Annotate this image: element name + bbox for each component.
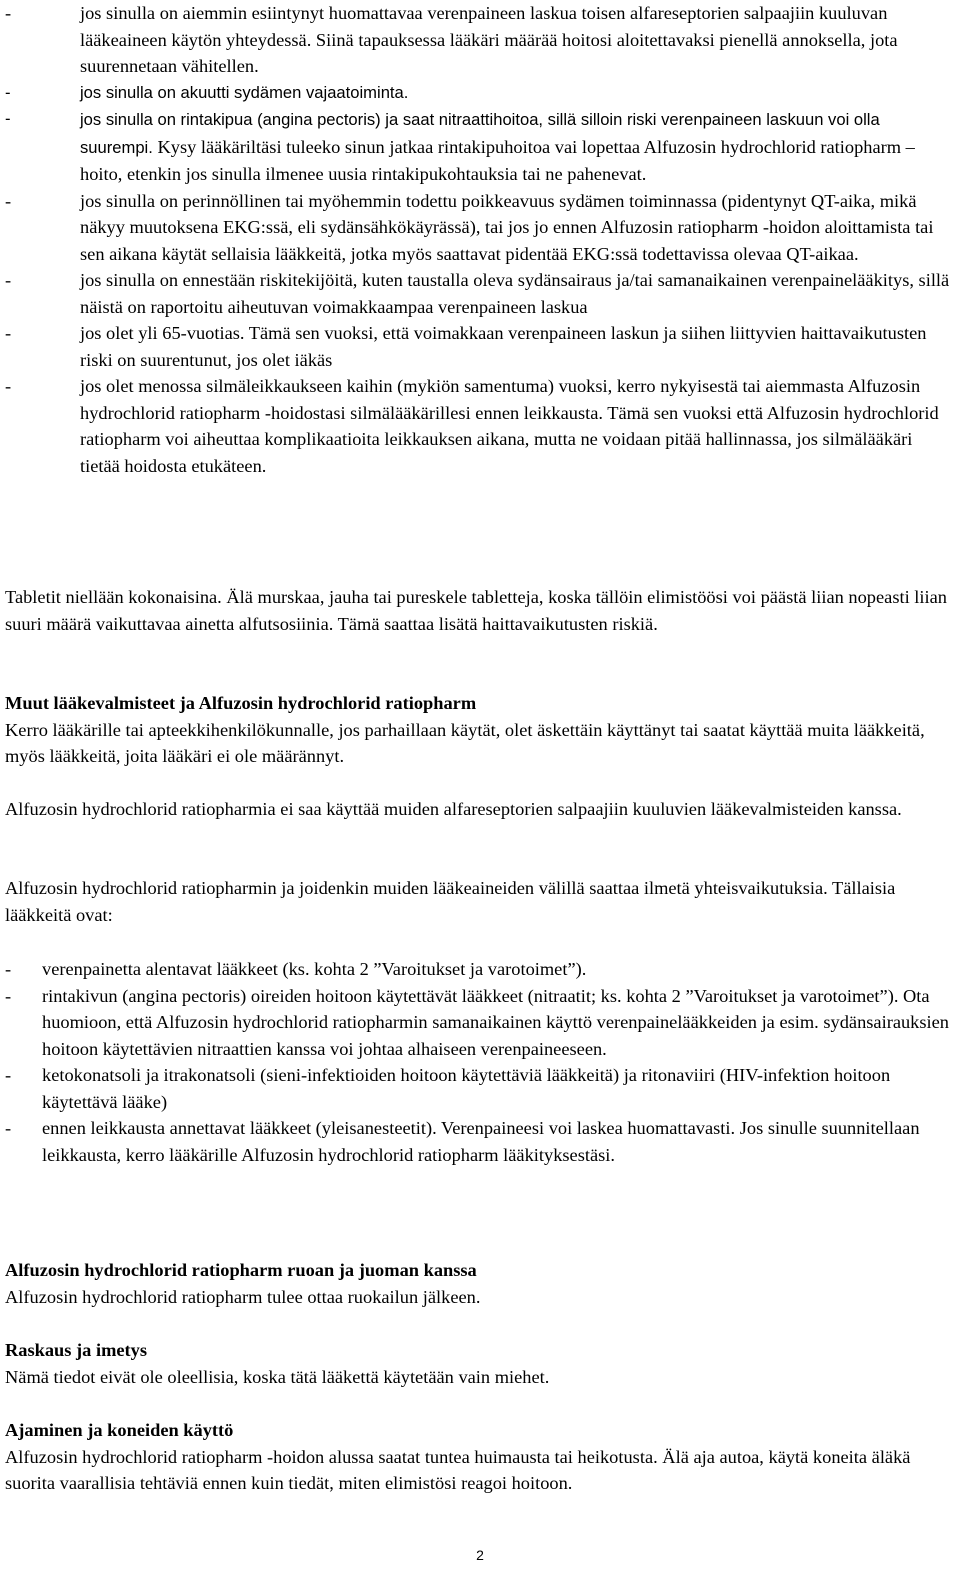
tablet-paragraph: [5, 584, 954, 637]
paragraph-text: Kerro lääkärille tai apteekkihenkilökunnalle, jos parhaillaan käytät, olet äskettäin käyttänyt tai saatat käyttää muita lääkkeitä, myös lääkkeitä, joita lääkäri ei ole määrännyt.: [5, 719, 925, 766]
list-bullet: -: [5, 1065, 12, 1085]
list-item: [5, 106, 954, 188]
interactions-list: [5, 956, 954, 1168]
list-bullet: -: [5, 376, 12, 396]
driving-section: [5, 1417, 954, 1497]
list-item-text: ketokonatsoli ja itrakonatsoli (sieni-infektioiden hoitoon käytettäviä lääkkeitä) ja ritonaviiri (HIV-infektion hoitoon käytettävä lääke): [42, 1065, 891, 1112]
list-item: [5, 983, 954, 1063]
list-item: [5, 956, 954, 983]
list-bullet: -: [5, 190, 12, 211]
list-bullet: -: [5, 270, 12, 290]
other-medicines-section: [5, 690, 954, 770]
list-item: [5, 320, 954, 373]
list-item-text: jos olet yli 65-vuotias. Tämä sen vuoksi, että voimakkaan verenpaineen laskun ja siihen liittyvien haittavaikutusten riski on suurentunut, jos olet iäkäs: [80, 323, 927, 370]
list-bullet: -: [5, 3, 12, 23]
list-item: [5, 188, 954, 268]
list-item-text: jos sinulla on akuutti sydämen vajaatoiminta.: [80, 82, 409, 102]
list-bullet: -: [5, 82, 11, 102]
list-item: [5, 267, 954, 320]
section-heading: Alfuzosin hydrochlorid ratiopharm ruoan ja juoman kanssa: [5, 1260, 477, 1280]
list-item-text: jos sinulla on ennestään riskitekijöitä, kuten taustalla oleva sydänsairaus ja/tai samanaikainen verenpainelääkitys, sillä näistä on raportoitu aiheutuvan voimakkaampaa verenpaineen laskua: [80, 270, 950, 317]
paragraph-text: Alfuzosin hydrochlorid ratiopharm tulee ottaa ruokailun jälkeen.: [5, 1286, 481, 1307]
page-number: 2: [476, 1547, 484, 1563]
section-heading: Ajaminen ja koneiden käyttö: [5, 1420, 234, 1440]
section-heading: Raskaus ja imetys: [5, 1340, 148, 1360]
list-item: [5, 0, 954, 80]
list-item: [5, 1115, 954, 1168]
list-item-text: ennen leikkausta annettavat lääkkeet (yleisanesteetit). Verenpaineesi voi laskea huomattavasti. Jos sinulle suunnitellaan leikkausta, kerro lääkärille Alfuzosin hydrochlorid ratiopharm lääkityksestäsi.: [42, 1118, 920, 1165]
food-drink-section: [5, 1257, 954, 1310]
paragraph-text: Alfuzosin hydrochlorid ratiopharmia ei saa käyttää muiden alfareseptorien salpaajiin kuuluvien lääkevalmisteiden kanssa.: [5, 799, 902, 819]
other-medicines-section: [5, 796, 954, 823]
list-item-text: jos sinulla on rintakipua (angina pectoris) ja saat nitraattihoitoa, sillä silloin riski verenpaineen laskuun voi olla suurempi.: [80, 110, 880, 157]
pregnancy-section: [5, 1337, 954, 1390]
list-bullet: -: [5, 985, 12, 1006]
list-item-text: jos olet menossa silmäleikkaukseen kaihin (mykiön samentuma) vuoksi, kerro nykyisestä tai aiemmasta Alfuzosin hydrochlorid ratiopharm -hoidostasi silmälääkärillesi ennen leikkausta. Tämä sen vuoksi että Alfuzosin hydrochlorid ratiopharm voi aiheuttaa komplikaatioita leikkauksen aikana, mutta ne voidaan pitää hallinnassa, jos silmälääkäri tietää hoidosta etukäteen.: [80, 376, 939, 476]
paragraph-text: Nämä tiedot eivät ole oleellisia, koska tätä lääkettä käytetään vain miehet.: [5, 1366, 550, 1387]
paragraph-text: Tabletit niellään kokonaisina. Älä murskaa, jauha tai pureskele tabletteja, koska tällöin elimistöösi voi päästä liian nopeasti liian suuri määrä vaikuttavaa ainetta alfutsosiinia. Tämä saattaa lisätä haittavaikutusten riskiä.: [5, 587, 947, 634]
warnings-list: [5, 0, 954, 479]
list-bullet: -: [5, 959, 12, 979]
paragraph-text: Alfuzosin hydrochlorid ratiopharm -hoidon alussa saatat tuntea huimausta tai heikotusta. Älä aja autoa, käytä koneita äläkä suorita vaarallisia tehtäviä ennen kuin tiedät, miten elimistösi reagoi hoitoon.: [5, 1446, 911, 1493]
list-item-text: jos sinulla on aiemmin esiintynyt huomattavaa verenpaineen laskua toisen alfareseptorien salpaajiin kuuluvan lääkeaineen käytön yhteydessä. Siinä tapauksessa lääkäri määrää hoitosi aloitettavaksi pienellä annoksella, jota suurennetaan vähitellen.: [80, 3, 898, 76]
section-heading: Muut lääkevalmisteet ja Alfuzosin hydrochlorid ratiopharm: [5, 693, 477, 713]
list-item: [5, 80, 954, 107]
list-bullet: -: [5, 323, 12, 343]
list-item: [5, 1062, 954, 1115]
list-item-text: rintakivun (angina pectoris) oireiden hoitoon käytettävät lääkkeet (nitraatit; ks. kohta 2 ”Varoitukset ja varotoimet”). Ota huomioon, että Alfuzosin hydrochlorid ratiopharmin samanaikainen käyttö verenpainelääkkeiden ja esim. sydänsairauksien hoitoon käytettävien nitraattien kanssa voi johtaa alhaiseen verenpaineeseen.: [42, 985, 950, 1059]
paragraph-text: Alfuzosin hydrochlorid ratiopharmin ja joidenkin muiden lääkeaineiden välillä saattaa ilmetä yhteisvaikutuksia. Tällaisia lääkkeitä ovat:: [5, 878, 896, 925]
list-item-text: Kysy lääkäriltäsi tuleeko sinun jatkaa rintakipuhoitoa vai lopettaa Alfuzosin hydrochlorid ratiopharm –hoito, etenkin jos sinulla ilmenee uusia rintakipukohtauksia tai ne pahenevat.: [80, 136, 915, 184]
list-bullet: -: [5, 1118, 12, 1138]
list-item: [5, 373, 954, 479]
other-medicines-section: [5, 875, 954, 928]
list-bullet: -: [5, 109, 11, 128]
list-item-text: jos sinulla on perinnöllinen tai myöhemmin todettu poikkeavuus sydämen toiminnassa (pidentynyt QT-aika, mikä näkyy muutoksena EKG:ssä, eli sydänsähkökäyrässä), tai jos jo ennen Alfuzosin ratiopharm -hoidon aloittamista tai sen aikana käytät sellaisia lääkkeitä, jotka myös saattavat pidentää EKG:ssä todettavissa olevaa QT-aikaa.: [80, 190, 934, 264]
list-item-text: verenpainetta alentavat lääkkeet (ks. kohta 2 ”Varoitukset ja varotoimet”).: [42, 959, 587, 979]
